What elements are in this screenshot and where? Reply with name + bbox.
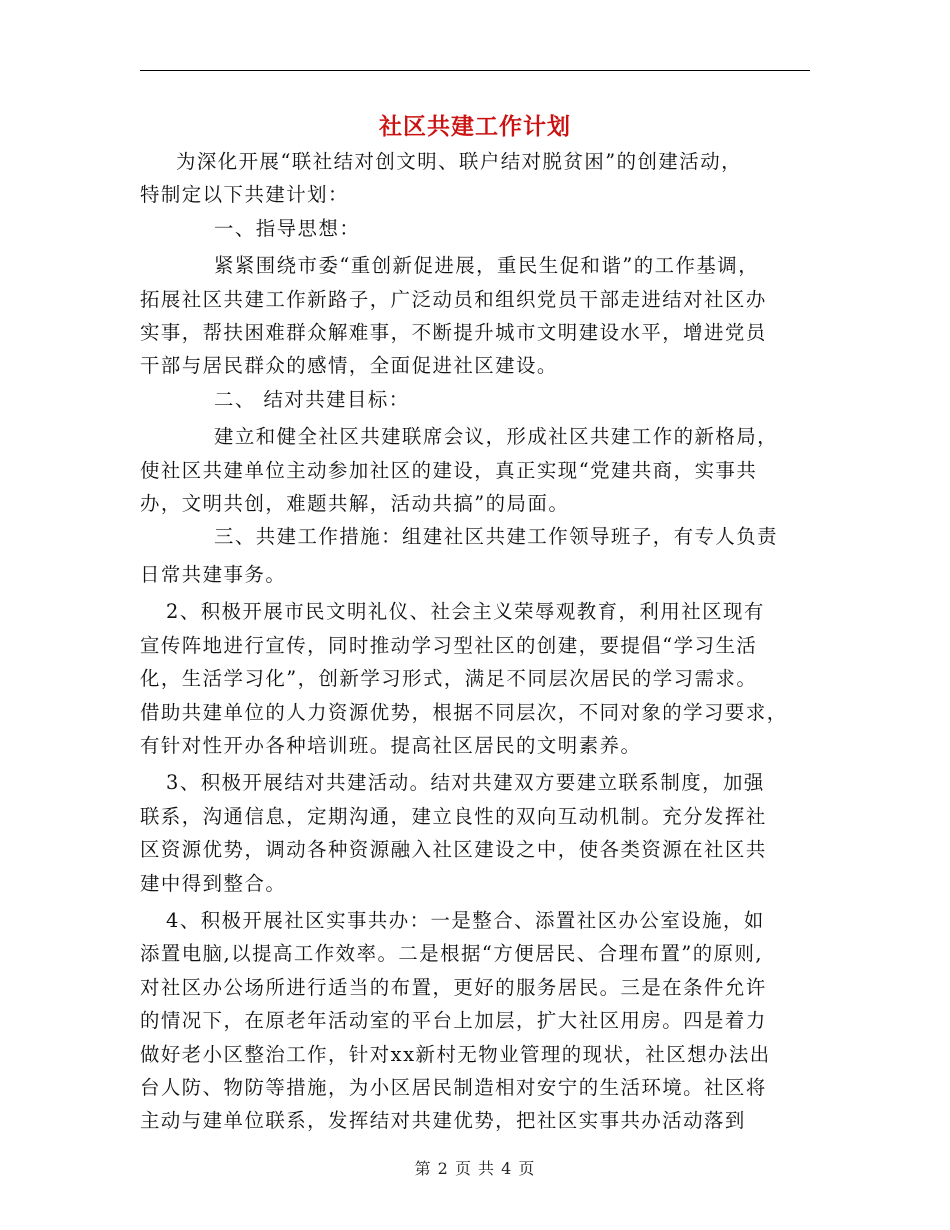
text-line: 三、共建工作措施：组建社区共建工作领导班子，有专人负责 bbox=[214, 525, 779, 549]
text-line: 有针对性开办各种培训班。提高社区居民的文明素养。 bbox=[140, 733, 642, 757]
text-line: 拓展社区共建工作新路子，广泛动员和组织党员干部走进结对社区办 bbox=[140, 287, 767, 311]
text-line: 区资源优势，调动各种资源融入社区建设之中，使各类资源在社区共 bbox=[140, 838, 767, 862]
text-line: 添置电脑,以提高工作效率。二是根据“方便居民、合理布置”的原则, bbox=[140, 942, 764, 966]
document-title: 社区共建工作计划 bbox=[379, 113, 571, 140]
text-line: 实事，帮扶困难群众解难事，不断提升城市文明建设水平，增进党员 bbox=[140, 321, 767, 345]
text-line: 使社区共建单位主动参加社区的建设，真正实现“党建共商，实事共 bbox=[140, 458, 758, 482]
text-line: 借助共建单位的人力资源优势，根据不同层次，不同对象的学习要求， bbox=[140, 700, 788, 724]
text-line: 干部与居民群众的感情，全面促进社区建设。 bbox=[140, 354, 558, 378]
text-line: 的情况下，在原老年活动室的平台上加层，扩大社区用房。四是着力 bbox=[140, 1009, 767, 1033]
text-line: 宣传阵地进行宣传，同时推动学习型社区的创建，要提倡“学习生活 bbox=[140, 633, 758, 657]
text-line: 3、积极开展结对共建活动。结对共建双方要建立联系制度，加强 bbox=[166, 771, 765, 795]
text-line: 2、积极开展市民文明礼仪、社会主义荣辱观教育，利用社区现有 bbox=[166, 600, 765, 624]
text-line: 二、 结对共建目标： bbox=[214, 387, 410, 411]
document-body bbox=[140, 145, 812, 1138]
header-rule bbox=[140, 70, 810, 71]
text-line: 建中得到整合。 bbox=[140, 871, 287, 895]
text-line: 一、指导思想： bbox=[214, 216, 361, 240]
text-line: 主动与建单位联系，发挥结对共建优势，把社区实事共办活动落到 bbox=[140, 1109, 746, 1133]
text-line: 办，文明共创，难题共解，活动共搞”的局面。 bbox=[140, 492, 570, 516]
text-line: 日常共建事务。 bbox=[140, 562, 287, 586]
text-line: 对社区办公场所进行适当的布置，更好的服务居民。三是在条件允许 bbox=[140, 975, 767, 999]
text-line: 联系，沟通信息，定期沟通，建立良性的双向互动机制。充分发挥社 bbox=[140, 804, 767, 828]
text-line: 为深化开展“联社结对创文明、联户结对脱贫困”的创建活动， bbox=[176, 150, 742, 173]
text-line: 特制定以下共建计划： bbox=[140, 183, 349, 207]
text-line: 化，生活学习化”，创新学习形式，满足不同层次居民的学习需求。 bbox=[140, 667, 758, 691]
page-footer: 第 2 页 共 4 页 bbox=[414, 1159, 536, 1178]
text-line: 台人防、物防等措施，为小区居民制造相对安宁的生活环境。社区将 bbox=[140, 1075, 767, 1099]
text-line: 紧紧围绕市委“重创新促进展，重民生促和谐”的工作基调， bbox=[214, 254, 760, 278]
text-line: 4、积极开展社区实事共办：一是整合、添置社区办公室设施，如 bbox=[166, 908, 765, 932]
text-line: 做好老小区整治工作，针对xx新村无物业管理的现状，社区想办法出 bbox=[140, 1042, 771, 1066]
text-line: 建立和健全社区共建联席会议，形成社区共建工作的新格局， bbox=[214, 425, 779, 449]
